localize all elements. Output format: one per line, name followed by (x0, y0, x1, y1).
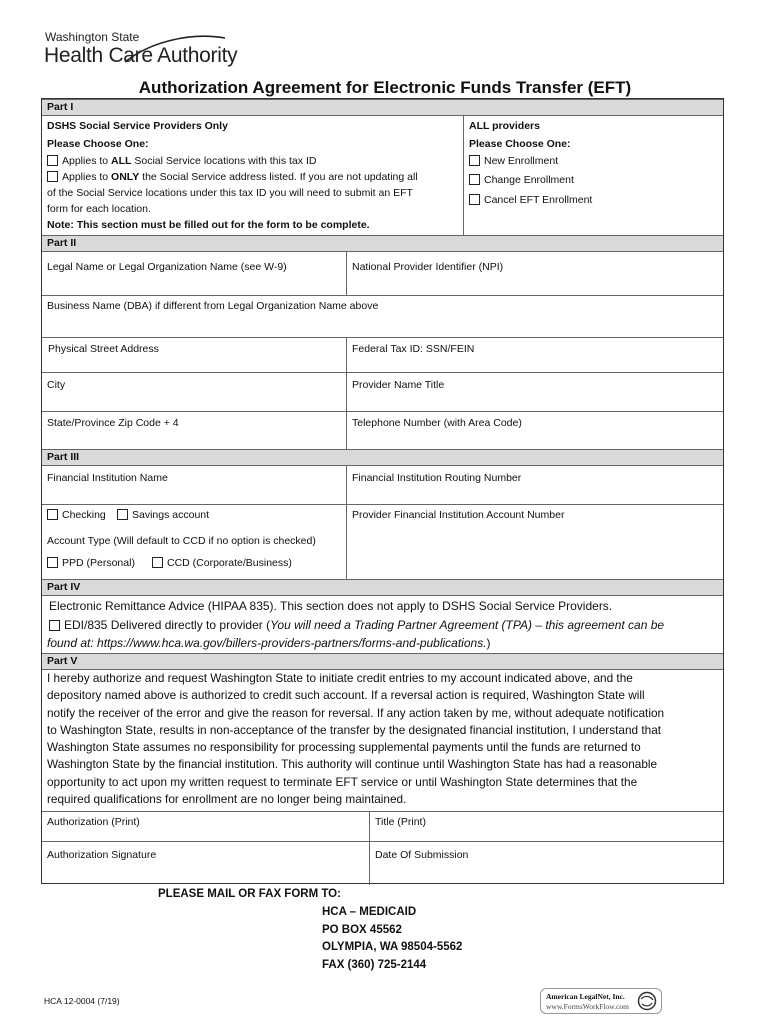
city-field[interactable]: City (47, 379, 66, 391)
option-only-text: form for each location. (47, 203, 151, 215)
checkbox[interactable] (117, 509, 128, 520)
mail-heading: PLEASE MAIL OR FAX FORM TO: (158, 888, 341, 900)
part2-header: Part II (42, 235, 723, 252)
checkbox[interactable] (469, 174, 480, 185)
legal-name-field[interactable]: Legal Name or Legal Organization Name (see W-9) (47, 261, 287, 273)
part1-header: Part I (42, 99, 723, 116)
part5-header: Part V (42, 653, 723, 670)
option-cancel-enrollment[interactable]: Cancel EFT Enrollment (469, 194, 592, 206)
provider-title-field[interactable]: Provider Name Title (352, 379, 445, 391)
ccd-option[interactable]: CCD (Corporate/Business) (152, 557, 292, 569)
option-all-locations[interactable]: Applies to ALL Social Service locations with this tax ID (47, 155, 316, 167)
routing-number-field[interactable]: Financial Institution Routing Number (352, 472, 522, 484)
account-number-field[interactable]: Provider Financial Institution Account Number (352, 509, 565, 521)
checkbox[interactable] (47, 509, 58, 520)
form-id: HCA 12-0004 (7/19) (44, 996, 120, 1006)
publisher-stamp (540, 988, 662, 1014)
option-only-text: of the Social Service locations under this tax ID you will need to submit an EFT (47, 187, 413, 199)
savings-option[interactable]: Savings account (117, 509, 209, 521)
phone-field[interactable]: Telephone Number (with Area Code) (352, 417, 522, 429)
mail-line: HCA – MEDICAID (322, 906, 417, 918)
option-change-enrollment[interactable]: Change Enrollment (469, 174, 574, 186)
mail-line: OLYMPIA, WA 98504-5562 (322, 941, 463, 953)
checkbox[interactable] (469, 155, 480, 166)
account-type-label: Account Type (Will default to CCD if no option is checked) (47, 535, 316, 547)
eft-form (41, 98, 724, 884)
logo-swoosh-icon (120, 32, 230, 68)
option-only-address[interactable]: Applies to ONLY the Social Service address listed. If you are not updating all (47, 171, 418, 183)
state-zip-field[interactable]: State/Province Zip Code + 4 (47, 417, 179, 429)
checkbox[interactable] (49, 620, 60, 631)
mail-line: FAX (360) 725-2144 (322, 959, 427, 971)
globe-icon (637, 991, 657, 1011)
checkbox[interactable] (47, 557, 58, 568)
part3-header: Part III (42, 449, 723, 466)
part1-note: Note: This section must be filled out for the form to be complete. (47, 219, 370, 231)
signature-field[interactable]: Authorization Signature (47, 849, 157, 861)
stamp-line: www.FormsWorkFlow.com (546, 1002, 630, 1011)
logo-agency-text: Health Care Authority (44, 44, 238, 67)
option-new-enrollment[interactable]: New Enrollment (469, 155, 558, 167)
title-print-field[interactable]: Title (Print) (375, 816, 426, 828)
stamp-line: American LegalNet, Inc. (546, 992, 625, 1001)
checkbox[interactable] (152, 557, 163, 568)
checking-option[interactable]: Checking (47, 509, 106, 521)
authorization-paragraph: I hereby authorize and request Washington State to initiate credit entries to my account indicated above, and the depository named above is authorized to credit such account. If a reversal action is required, Washington State will notify the receiver of the error and give the reason for reversal. If any action taken by me, without adequate notification to Washington State, results in non-acceptance of the transfer by the designated financial institution, I understand that Washington State assumes no responsibility for processing supplemental payments until the funds are returned to Washington State by the financial institution. This authority will continue until Washington State has had a reasonable opportunity to act upon my written request to terminate EFT service or until Washington State determines that the required qualifications for enrollment are no longer being maintained. (47, 671, 665, 807)
street-address-field[interactable]: Physical Street Address (48, 343, 159, 355)
choose-one-left: Please Choose One: (47, 138, 149, 150)
financial-institution-field[interactable]: Financial Institution Name (47, 472, 168, 484)
mail-line: PO BOX 45562 (322, 924, 402, 936)
ppd-option[interactable]: PPD (Personal) (47, 557, 135, 569)
remittance-text: Electronic Remittance Advice (HIPAA 835). This section does not apply to DSHS Social Service Providers. (49, 599, 613, 613)
date-field[interactable]: Date Of Submission (375, 849, 469, 861)
page-title: Authorization Agreement for Electronic Funds Transfer (EFT) (138, 78, 632, 97)
tpa-link-text: found at: https://www.hca.wa.gov/billers-providers-partners/forms-and-publications.) (47, 636, 491, 650)
checkbox[interactable] (469, 194, 480, 205)
checkbox[interactable] (47, 171, 58, 182)
authorization-print-field[interactable]: Authorization (Print) (47, 816, 140, 828)
npi-field[interactable]: National Provider Identifier (NPI) (352, 261, 504, 273)
tax-id-field[interactable]: Federal Tax ID: SSN/FEIN (352, 343, 475, 355)
logo-state-text: Washington State (45, 30, 140, 44)
dshs-heading: DSHS Social Service Providers Only (47, 120, 228, 132)
checkbox[interactable] (47, 155, 58, 166)
part4-header: Part IV (42, 579, 723, 596)
choose-one-right: Please Choose One: (469, 138, 571, 150)
all-providers-heading: ALL providers (469, 120, 540, 132)
edi-option[interactable]: EDI/835 Delivered directly to provider (You will need a Trading Partner Agreement (TPA) – this agreement can be (49, 618, 664, 632)
business-name-field[interactable]: Business Name (DBA) if different from Legal Organization Name above (47, 300, 379, 312)
